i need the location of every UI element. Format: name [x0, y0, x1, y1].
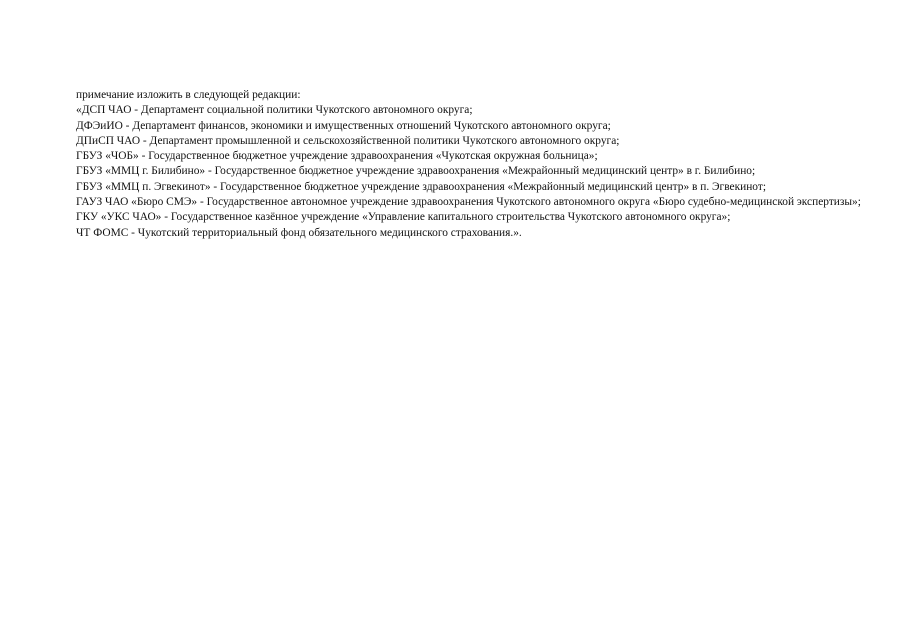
paragraph-cht-foms: ЧТ ФОМС - Чукотский территориальный фонд обязательного медицинского страхования.». — [76, 226, 522, 239]
paragraph-gku-uks-chao: ГКУ «УКС ЧАО» - Государственное казённое учреждение «Управление капитального строительства Чукотского автономного округа»; — [76, 211, 731, 224]
paragraph-dsp-chao: «ДСП ЧАО - Департамент социальной политики Чукотского автономного округа; — [76, 104, 473, 117]
paragraph-gbuz-mmc-bilibino: ГБУЗ «ММЦ г. Билибино» - Государственное бюджетное учреждение здравоохранения «Межрайонный медицинский центр» в г. Билибино; — [76, 165, 756, 178]
paragraph-dpisp-chao: ДПиСП ЧАО - Департамент промышленной и сельскохозяйственной политики Чукотского автономного округа; — [76, 134, 620, 147]
paragraph-dfeio: ДФЭиИО - Департамент финансов, экономики и имущественных отношений Чукотского автономного округа; — [76, 119, 611, 132]
paragraph-gbuz-mmc-egvekinot: ГБУЗ «ММЦ п. Эгвекинот» - Государственное бюджетное учреждение здравоохранения «Межрайонный медицинский центр» в п. Эгвекинот; — [76, 180, 766, 193]
paragraph-intro: примечание изложить в следующей редакции: — [76, 89, 301, 101]
paragraph-gauz-byuro-sme: ГАУЗ ЧАО «Бюро СМЭ» - Государственное автономное учреждение здравоохранения Чукотского автономного округа «Бюро судебно-медицинской экспертизы»; — [76, 196, 861, 209]
document-body — [29, 88, 877, 241]
paragraph-gbuz-chob: ГБУЗ «ЧОБ» - Государственное бюджетное учреждение здравоохранения «Чукотская окружная больница»; — [76, 150, 598, 163]
